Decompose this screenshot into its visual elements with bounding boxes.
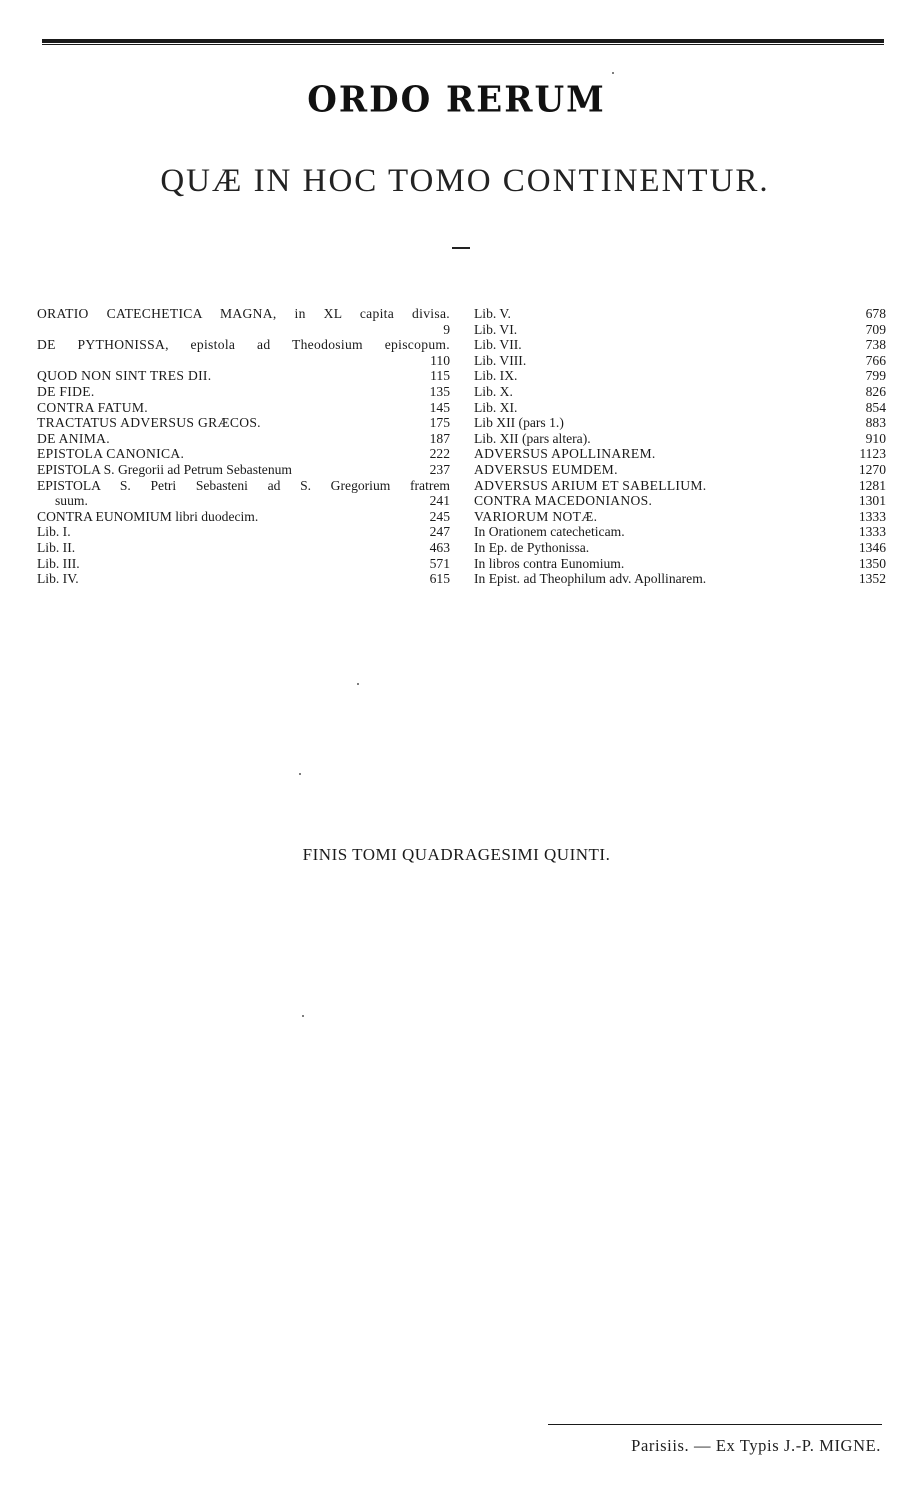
entry-title: Lib. III. bbox=[37, 555, 80, 571]
contents-entry bbox=[474, 524, 886, 540]
contents-entry bbox=[474, 478, 886, 494]
entry-page: 222 bbox=[429, 446, 450, 462]
entry-page: 1301 bbox=[858, 493, 886, 509]
entry-page: 1333 bbox=[858, 524, 886, 540]
entry-page: 463 bbox=[429, 539, 450, 555]
entry-page: 910 bbox=[865, 430, 886, 446]
print-speck bbox=[302, 1015, 304, 1017]
entry-title: EPISTOLA S. Petri Sebasteni ad S. Gregorium fratrem bbox=[37, 477, 450, 493]
entry-title: VARIORUM NOTÆ. bbox=[474, 508, 598, 524]
top-rule bbox=[42, 39, 884, 45]
entry-page: 571 bbox=[429, 555, 450, 571]
entry-title-continuation: suum. bbox=[55, 493, 88, 509]
contents-column-left bbox=[37, 306, 450, 587]
contents-entry bbox=[474, 400, 886, 416]
contents-entry bbox=[474, 384, 886, 400]
entry-title: In Orationem catecheticam. bbox=[474, 524, 625, 540]
entry-title: Lib. IV. bbox=[37, 571, 79, 587]
entry-page: 1281 bbox=[858, 477, 886, 493]
contents-entry bbox=[37, 384, 450, 400]
contents-entry bbox=[37, 415, 450, 431]
contents-entry bbox=[474, 431, 886, 447]
print-speck bbox=[299, 773, 301, 775]
entry-page: 247 bbox=[429, 524, 450, 540]
contents-entry bbox=[37, 540, 450, 556]
entry-title: In libros contra Eunomium. bbox=[474, 555, 625, 571]
entry-page: 615 bbox=[429, 571, 450, 587]
contents-entry bbox=[474, 306, 886, 322]
entry-page: 145 bbox=[429, 399, 450, 415]
entry-title: Lib. VIII. bbox=[474, 352, 527, 368]
contents-entry bbox=[37, 524, 450, 540]
entry-title: In Ep. de Pythonissa. bbox=[474, 539, 590, 555]
entry-title: DE ANIMA. bbox=[37, 430, 110, 446]
entry-page: 1352 bbox=[858, 571, 886, 587]
entry-page: 738 bbox=[865, 337, 886, 353]
entry-title: Lib. II. bbox=[37, 539, 76, 555]
entry-page: 826 bbox=[865, 383, 886, 399]
page-title: ORDO RERUM bbox=[307, 79, 606, 121]
contents-entry bbox=[474, 446, 886, 462]
entry-title: DE FIDE. bbox=[37, 383, 95, 399]
entry-page: 1346 bbox=[858, 539, 886, 555]
entry-page: 115 bbox=[430, 368, 450, 384]
contents-entry bbox=[37, 478, 450, 509]
separator-dash bbox=[452, 247, 470, 249]
bottom-rule bbox=[548, 1424, 882, 1425]
entry-title: DE PYTHONISSA, epistola ad Theodosium episcopum. bbox=[37, 337, 450, 353]
contents-entry bbox=[474, 540, 886, 556]
entry-page: 1270 bbox=[858, 461, 886, 477]
page-subtitle: QUÆ IN HOC TOMO CONTINENTUR. bbox=[160, 163, 770, 199]
entry-title: Lib. IX. bbox=[474, 368, 518, 384]
contents-entry bbox=[474, 368, 886, 384]
entry-title: ADVERSUS ARIUM ET SABELLIUM. bbox=[474, 477, 707, 493]
contents-entry bbox=[37, 571, 450, 587]
contents-entry bbox=[37, 446, 450, 462]
contents-entry bbox=[37, 368, 450, 384]
colophon-finis: FINIS TOMI QUADRAGESIMI QUINTI. bbox=[302, 845, 611, 864]
contents-entry bbox=[474, 415, 886, 431]
entry-title: Lib XII (pars 1.) bbox=[474, 415, 564, 431]
contents-entry bbox=[37, 462, 450, 478]
contents-entry bbox=[37, 556, 450, 572]
entry-title: CONTRA MACEDONIANOS. bbox=[474, 493, 653, 509]
entry-page: 766 bbox=[865, 352, 886, 368]
entry-title: CONTRA EUNOMIUM libri duodecim. bbox=[37, 508, 259, 524]
entry-page: 1350 bbox=[858, 555, 886, 571]
entry-page: 1333 bbox=[858, 508, 886, 524]
entry-title: Lib. XI. bbox=[474, 399, 518, 415]
entry-page: 110 bbox=[430, 352, 450, 368]
entry-page: 709 bbox=[865, 321, 886, 337]
contents-entry bbox=[474, 337, 886, 353]
print-speck bbox=[612, 72, 614, 74]
contents-entry bbox=[474, 322, 886, 338]
print-speck bbox=[357, 683, 359, 685]
entry-page: 799 bbox=[865, 368, 886, 384]
entry-title: CONTRA FATUM. bbox=[37, 399, 148, 415]
entry-title: TRACTATUS ADVERSUS GRÆCOS. bbox=[37, 415, 261, 431]
contents-entry bbox=[474, 493, 886, 509]
entry-page: 854 bbox=[865, 399, 886, 415]
entry-title: Lib. VII. bbox=[474, 337, 522, 353]
entry-page: 9 bbox=[443, 321, 450, 337]
contents-entry bbox=[474, 353, 886, 369]
entry-page: 241 bbox=[429, 493, 450, 509]
contents-entry bbox=[474, 556, 886, 572]
entry-title: QUOD NON SINT TRES DII. bbox=[37, 368, 212, 384]
entry-title: In Epist. ad Theophilum adv. Apollinarem. bbox=[474, 571, 707, 587]
entry-title: Lib. XII (pars altera). bbox=[474, 430, 591, 446]
entry-page: 135 bbox=[429, 383, 450, 399]
contents-entry bbox=[37, 431, 450, 447]
entry-page: 1123 bbox=[859, 446, 886, 462]
entry-title: ADVERSUS EUMDEM. bbox=[474, 461, 618, 477]
contents-entry bbox=[37, 306, 450, 337]
contents-entry bbox=[474, 462, 886, 478]
entry-page: 187 bbox=[429, 430, 450, 446]
entry-title: Lib. V. bbox=[474, 306, 511, 321]
entry-title: Lib. I. bbox=[37, 524, 71, 540]
entry-title: ADVERSUS APOLLINAREM. bbox=[474, 446, 656, 462]
entry-page: 175 bbox=[429, 415, 450, 431]
entry-page: 678 bbox=[865, 306, 886, 321]
entry-title: ORATIO CATECHETICA MAGNA, in XL capita divisa. bbox=[37, 306, 450, 321]
entry-title: Lib. VI. bbox=[474, 321, 518, 337]
entry-title: EPISTOLA CANONICA. bbox=[37, 446, 185, 462]
entry-page: 245 bbox=[429, 508, 450, 524]
entry-page: 237 bbox=[429, 461, 450, 477]
contents-entry bbox=[37, 337, 450, 368]
contents-entry bbox=[37, 400, 450, 416]
entry-page: 883 bbox=[865, 415, 886, 431]
contents-column-right bbox=[474, 306, 886, 587]
printer-imprint: Parisiis. — Ex Typis J.-P. MIGNE. bbox=[631, 1436, 881, 1455]
entry-title: EPISTOLA S. Gregorii ad Petrum Sebastenum bbox=[37, 461, 292, 477]
contents-entry bbox=[37, 509, 450, 525]
contents-entry bbox=[474, 571, 886, 587]
contents-entry bbox=[474, 509, 886, 525]
entry-title: Lib. X. bbox=[474, 383, 513, 399]
